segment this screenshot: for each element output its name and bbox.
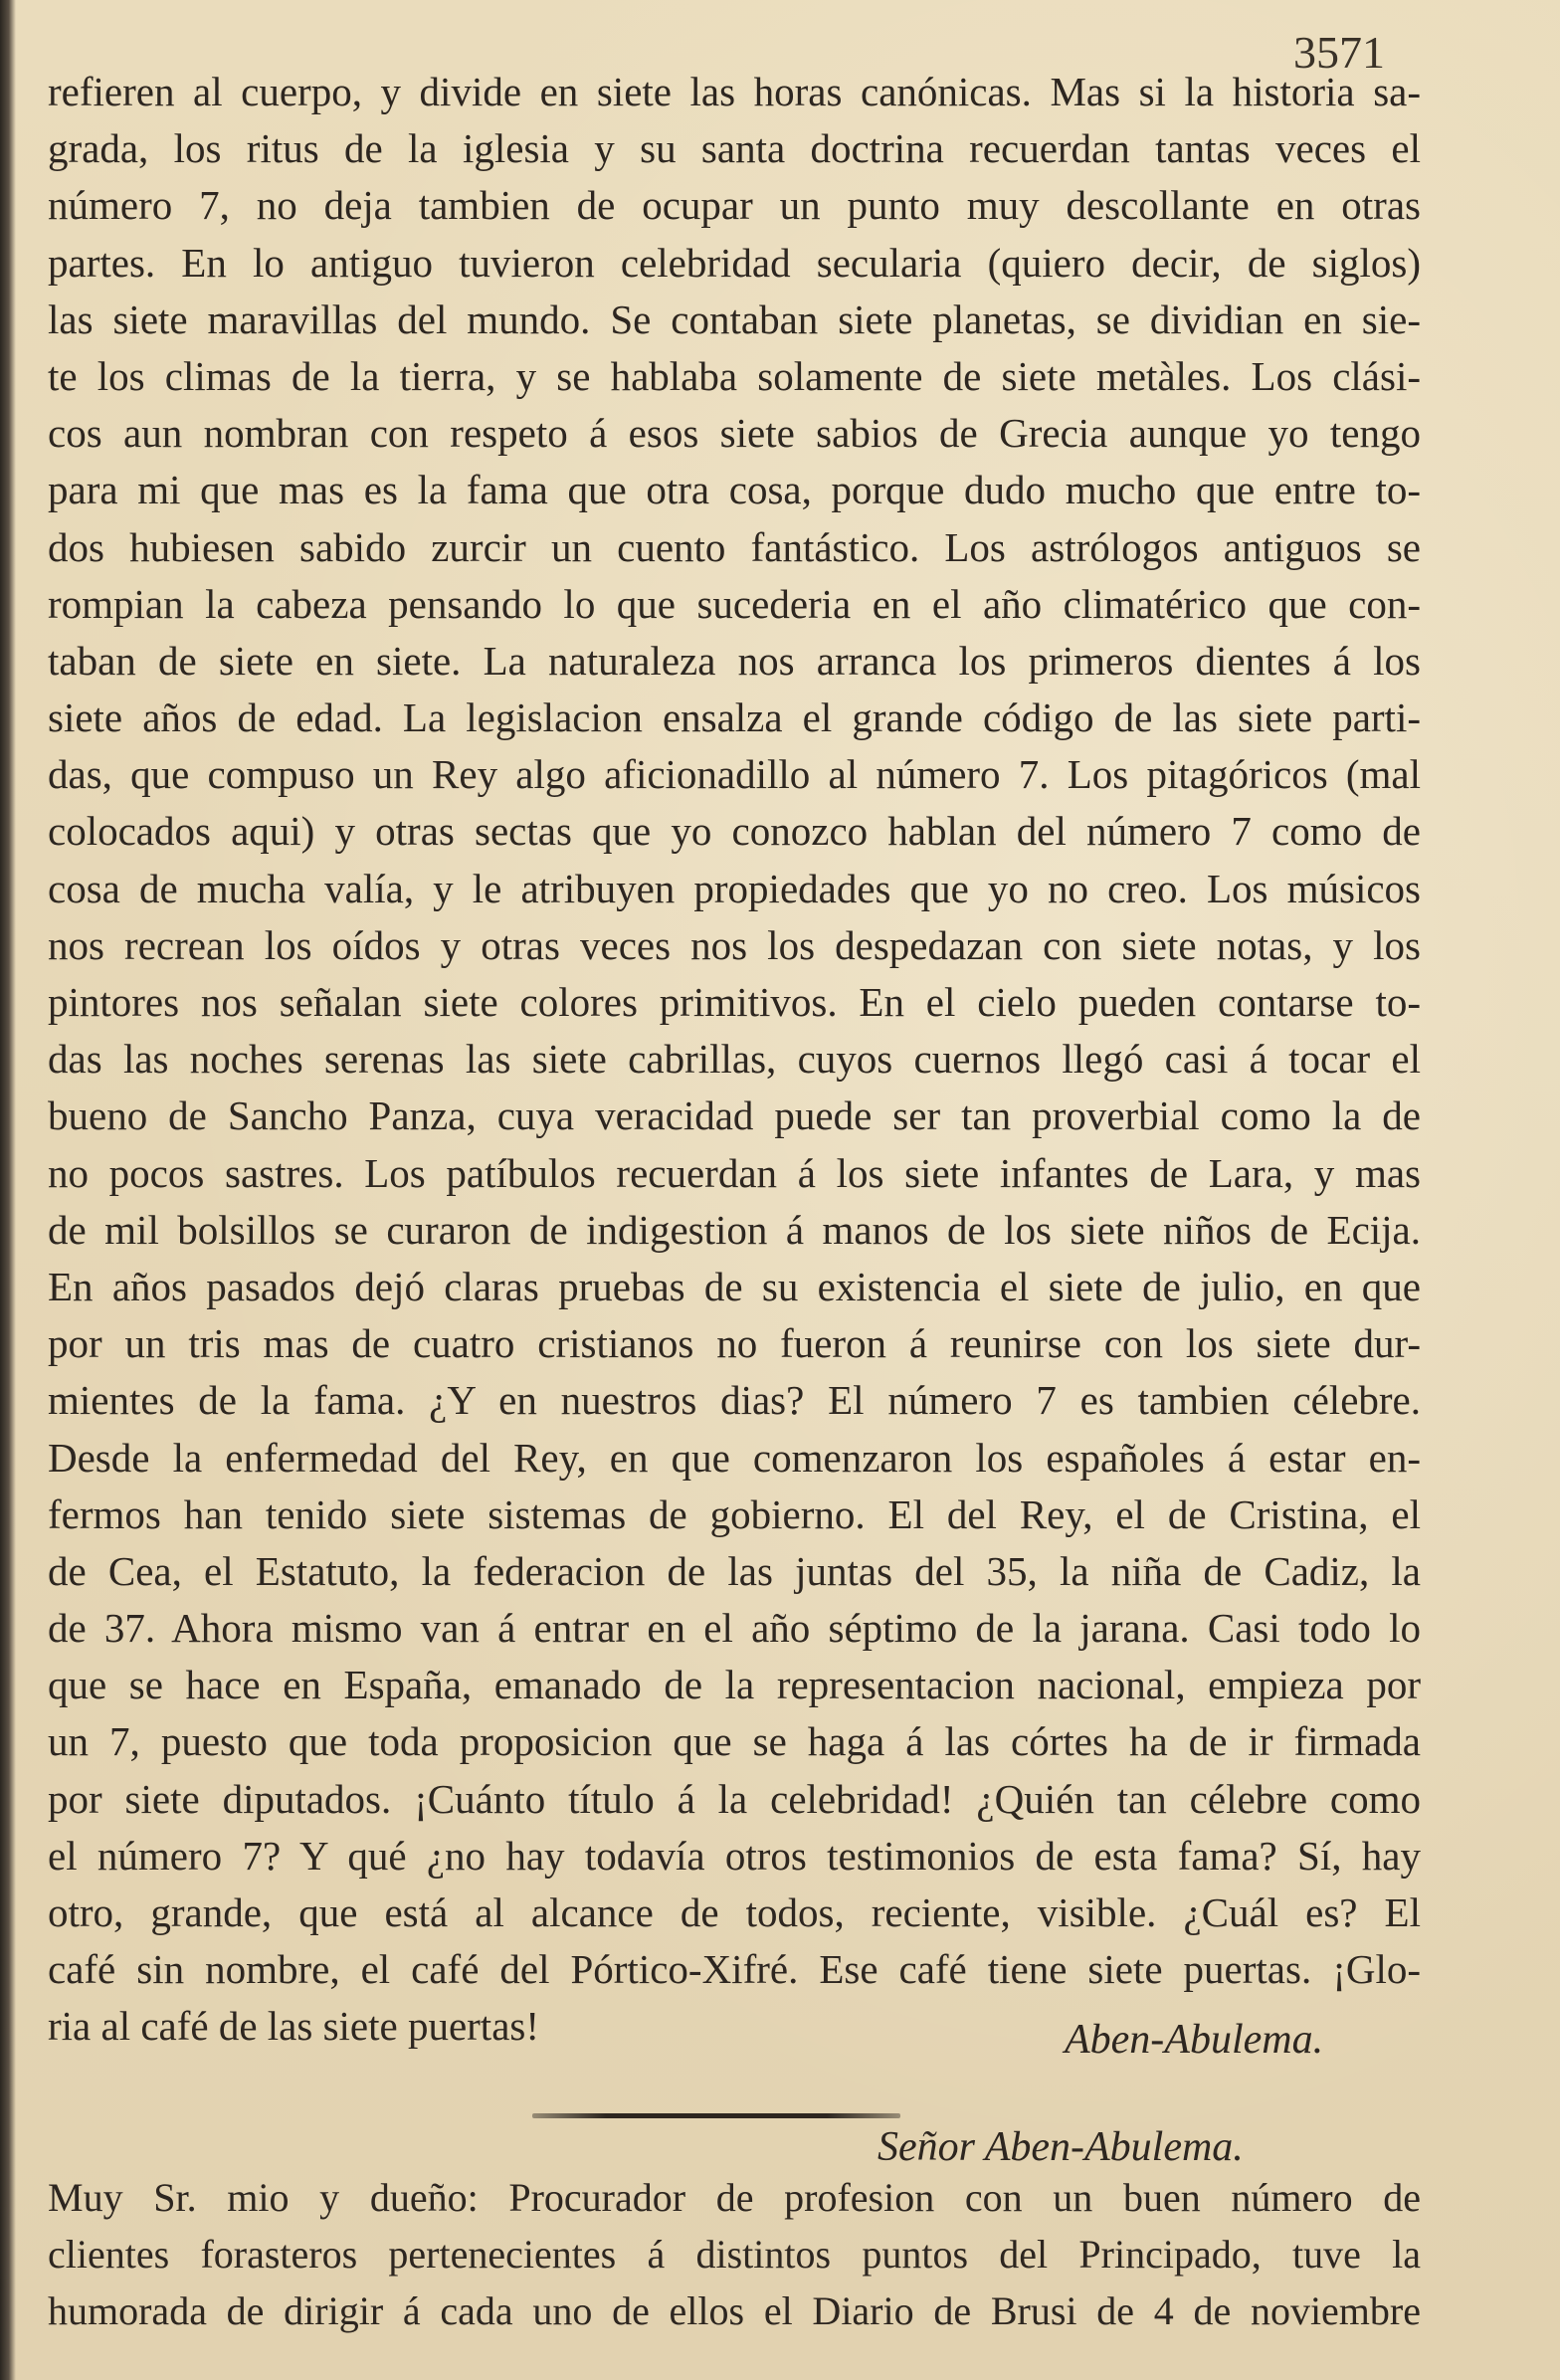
text-line: En años pasados dejó claras pruebas de su existencia el siete de julio, en que (48, 1263, 1421, 1309)
text-line: café sin nombre, el café del Pórtico-Xifré. Ese café tiene siete puertas. ¡Glo- (48, 1946, 1421, 1993)
text-line: grada, los ritus de la iglesia y su santa doctrina recuerdan tantas veces el (48, 125, 1421, 172)
section-divider (532, 2113, 900, 2118)
letter-line: clientes forasteros pertenecientes á distintos puntos del Principado, tuve la (48, 2232, 1421, 2278)
text-line: mientes de la fama. ¿Y en nuestros dias? El número 7 es tambien célebre. (48, 1377, 1421, 1424)
book-spine-shadow (0, 0, 16, 2380)
text-line: no pocos sastres. Los patíbulos recuerdan á los siete infantes de Lara, y mas (48, 1149, 1421, 1196)
text-line: dos hubiesen sabido zurcir un cuento fantástico. Los astrólogos antiguos se (48, 523, 1421, 570)
text-line: colocados aqui) y otras sectas que yo conozco hablan del número 7 como de (48, 808, 1421, 855)
text-line: partes. En lo antiguo tuvieron celebridad secularia (quiero decir, de siglos) (48, 239, 1421, 286)
text-line: pintores nos señalan siete colores primitivos. En el cielo pueden contarse to- (48, 979, 1421, 1025)
text-line: que se hace en España, emanado de la representacion nacional, empieza por (48, 1662, 1421, 1708)
letter-line: Muy Sr. mio y dueño: Procurador de profesion con un buen número de (48, 2175, 1421, 2220)
letter-line: humorada de dirigir á cada uno de ellos el Diario de Brusi de 4 de noviembre (48, 2288, 1421, 2334)
text-line: das las noches serenas las siete cabrillas, cuyos cuernos llegó casi á tocar el (48, 1036, 1421, 1083)
text-line: cosa de mucha valía, y le atribuyen propiedades que yo no creo. Los músicos (48, 865, 1421, 911)
text-line: siete años de edad. La legislacion ensalza el grande código de las siete parti- (48, 694, 1421, 741)
text-line: cos aun nombran con respeto á esos siete sabios de Grecia aunque yo tengo (48, 410, 1421, 457)
text-line: refieren al cuerpo, y divide en siete las horas canónicas. Mas si la historia sa- (48, 69, 1421, 114)
article-body (48, 64, 1421, 2056)
text-line: de Cea, el Estatuto, la federacion de las juntas del 35, la niña de Cadiz, la (48, 1547, 1421, 1594)
text-line: para mi que mas es la fama que otra cosa, porque dudo mucho que entre to- (48, 467, 1421, 513)
text-line: por un tris mas de cuatro cristianos no fueron á reunirse con los siete dur- (48, 1320, 1421, 1367)
text-line: nos recrean los oídos y otras veces nos los despedazan con siete notas, y los (48, 921, 1421, 968)
text-line: das, que compuso un Rey algo aficionadillo al número 7. Los pitagóricos (mal (48, 751, 1421, 798)
text-line: de 37. Ahora mismo van á entrar en el año séptimo de la jarana. Casi todo lo (48, 1605, 1421, 1652)
text-line: bueno de Sancho Panza, cuya veracidad puede ser tan proverbial como la de (48, 1092, 1421, 1139)
text-line: las siete maravillas del mundo. Se contaban siete planetas, se dividian en sie- (48, 296, 1421, 342)
text-line: otro, grande, que está al alcance de todos, reciente, visible. ¿Cuál es? El (48, 1889, 1421, 1935)
text-line: de mil bolsillos se curaron de indigestion á manos de los siete niños de Ecija. (48, 1206, 1421, 1253)
text-line: fermos han tenido siete sistemas de gobierno. El del Rey, el de Cristina, el (48, 1490, 1421, 1537)
text-line: el número 7? Y qué ¿no hay todavía otros testimonios de esta fama? Sí, hay (48, 1832, 1421, 1879)
text-line: un 7, puesto que toda proposicion que se haga á las córtes ha de ir firmada (48, 1718, 1421, 1765)
text-line: por siete diputados. ¡Cuánto título á la celebridad! ¿Quién tan célebre como (48, 1775, 1421, 1822)
page-number: 3571 (1293, 27, 1385, 78)
text-line: número 7, no deja tambien de ocupar un punto muy descollante en otras (48, 182, 1421, 229)
letter-salutation: Señor Aben-Abulema. (878, 2124, 1244, 2170)
text-line: Desde la enfermedad del Rey, en que comenzaron los españoles á estar en- (48, 1434, 1421, 1481)
text-line: taban de siete en siete. La naturaleza nos arranca los primeros dientes á los (48, 637, 1421, 684)
letter-body (48, 2169, 1421, 2340)
article-signature: Aben-Abulema. (1065, 2017, 1324, 2063)
text-line: rompian la cabeza pensando lo que sucederia en el año climatérico que con- (48, 580, 1421, 627)
text-line-last: ria al café de las siete puertas! (48, 2003, 540, 2050)
text-line: te los climas de la tierra, y se hablaba solamente de siete metàles. Los clási- (48, 352, 1421, 399)
